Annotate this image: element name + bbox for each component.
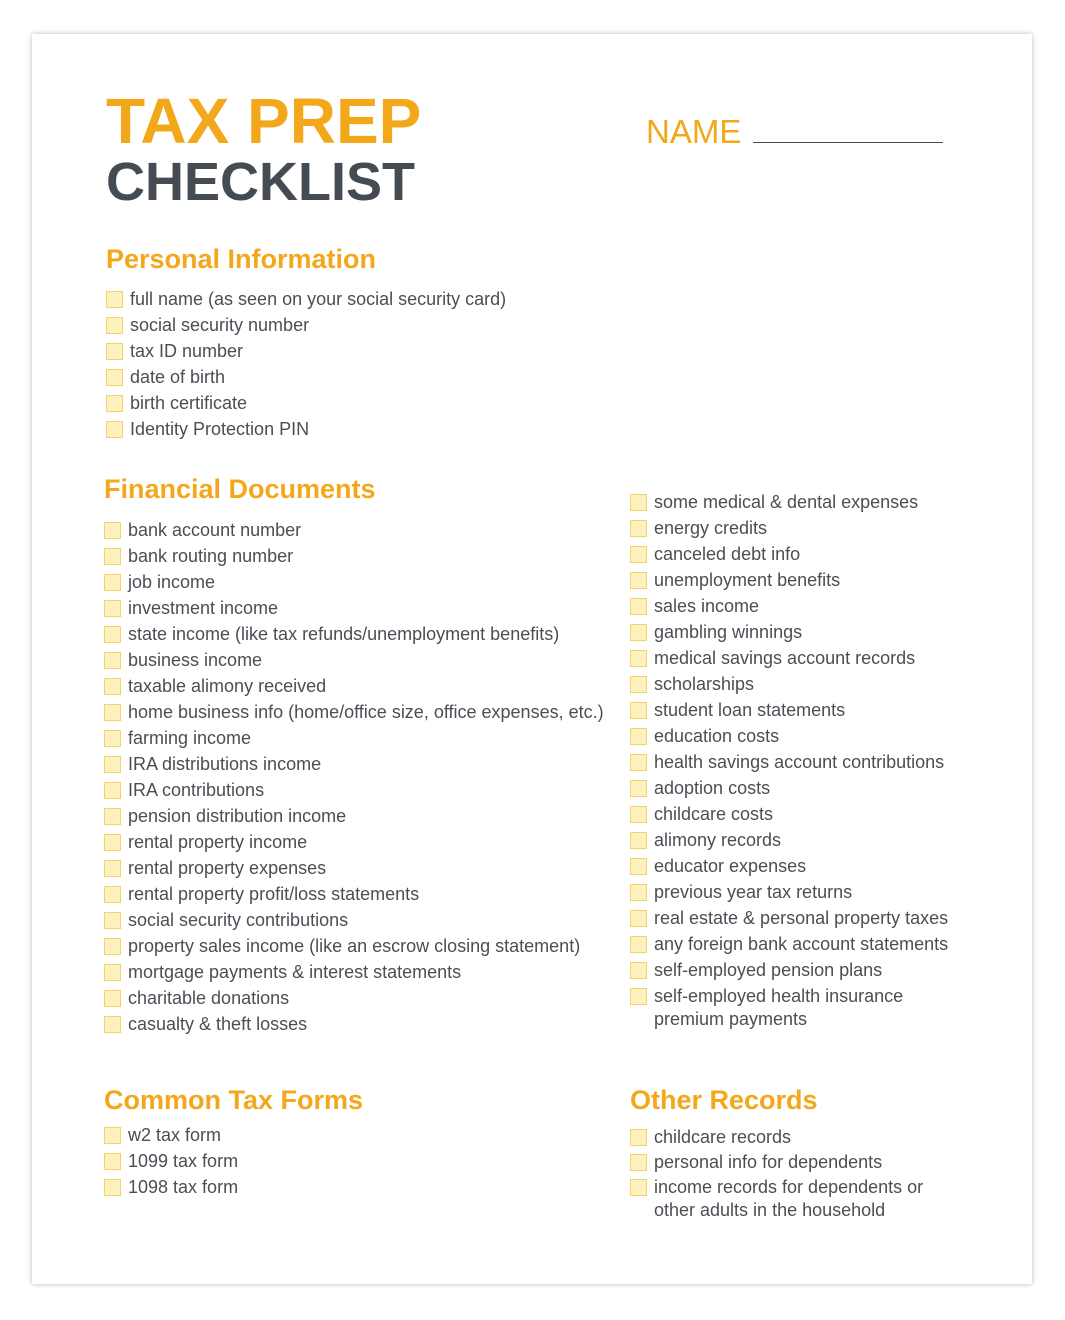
checkbox[interactable]	[104, 912, 121, 929]
checklist-item	[630, 673, 970, 696]
checkbox[interactable]	[630, 1154, 647, 1171]
checklist-item-label: health savings account contributions	[654, 752, 945, 772]
checkbox[interactable]	[630, 832, 647, 849]
checklist-item	[630, 491, 970, 514]
checkbox[interactable]	[630, 494, 647, 511]
other-records-section	[630, 1083, 950, 1224]
checkbox[interactable]	[630, 676, 647, 693]
common-tax-forms-section	[104, 1083, 363, 1202]
checkbox[interactable]	[106, 343, 123, 360]
checklist-item-label: bank account number	[128, 520, 302, 540]
common-tax-forms-heading: Common Tax Forms	[104, 1085, 364, 1115]
checklist-item	[104, 649, 604, 672]
checklist-item-label: personal info for dependents	[654, 1152, 883, 1172]
checklist-item-label: adoption costs	[654, 778, 771, 798]
checkbox[interactable]	[630, 884, 647, 901]
checklist-item-label: IRA distributions income	[128, 754, 322, 774]
checkbox[interactable]	[630, 624, 647, 641]
checklist-item	[104, 831, 604, 854]
checklist-item-label: mortgage payments & interest statements	[128, 962, 462, 982]
checklist-item-label: tax ID number	[130, 341, 244, 361]
checklist-item	[630, 1126, 950, 1149]
checklist-item-label: some medical & dental expenses	[654, 492, 919, 512]
checkbox[interactable]	[106, 317, 123, 334]
checklist-item	[630, 803, 970, 826]
name-blank-line[interactable]	[753, 142, 943, 143]
checkbox[interactable]	[106, 291, 123, 308]
checklist-item	[106, 418, 506, 441]
checklist-item	[104, 1013, 604, 1036]
checklist-item-label: casualty & theft losses	[128, 1014, 308, 1034]
checklist-item-label: w2 tax form	[128, 1125, 222, 1145]
checkbox[interactable]	[630, 650, 647, 667]
checkbox[interactable]	[630, 572, 647, 589]
checklist-item-label: alimony records	[654, 830, 782, 850]
financial-documents-section	[104, 472, 604, 1039]
checklist-item-label: 1099 tax form	[128, 1151, 239, 1171]
checklist-item-label: medical savings account records	[654, 648, 916, 668]
checklist-item	[630, 933, 970, 956]
checklist-item-label: any foreign bank account statements	[654, 934, 949, 954]
checklist-item	[104, 857, 604, 880]
checklist-item	[104, 883, 604, 906]
personal-information-section	[106, 242, 506, 444]
checklist-item	[104, 1150, 363, 1173]
checkbox[interactable]	[104, 522, 121, 539]
checkbox[interactable]	[104, 938, 121, 955]
checkbox[interactable]	[630, 962, 647, 979]
checklist-item-label: social security number	[130, 315, 310, 335]
checklist-item-label: canceled debt info	[654, 544, 801, 564]
checklist-item-label: home business info (home/office size, office expenses, etc.)	[128, 702, 604, 722]
checklist-item	[630, 881, 970, 904]
checklist-item	[106, 314, 506, 337]
title-line-1: TAX PREP	[106, 85, 422, 157]
checklist-item-label: energy credits	[654, 518, 768, 538]
common-tax-forms-list	[104, 1124, 363, 1199]
checklist-item	[630, 829, 970, 852]
checklist-item-label: investment income	[128, 598, 279, 618]
checklist-item-label: rental property profit/loss statements	[128, 884, 420, 904]
checklist-item	[104, 701, 604, 724]
checkbox[interactable]	[104, 678, 121, 695]
checklist-item-label: job income	[128, 572, 216, 592]
checkbox[interactable]	[104, 860, 121, 877]
checkbox[interactable]	[630, 780, 647, 797]
checkbox[interactable]	[104, 626, 121, 643]
checklist-item-label: educator expenses	[654, 856, 807, 876]
checklist-item-label: gambling winnings	[654, 622, 803, 642]
checklist-item-label: real estate & personal property taxes	[654, 908, 949, 928]
checklist-item	[106, 340, 506, 363]
checklist-item	[106, 288, 506, 311]
checklist-item-label: sales income	[654, 596, 760, 616]
checklist-item	[630, 647, 970, 670]
checklist-item	[104, 805, 604, 828]
checklist-item	[104, 623, 604, 646]
checklist-item-label: full name (as seen on your social security card)	[130, 289, 507, 309]
checklist-item	[104, 909, 604, 932]
checkbox[interactable]	[104, 834, 121, 851]
checklist-item	[630, 751, 970, 774]
checklist-item	[104, 545, 604, 568]
checkbox[interactable]	[104, 1179, 121, 1196]
title-line-2: CHECKLIST	[106, 152, 415, 212]
checklist-item	[104, 727, 604, 750]
other-records-list	[630, 1126, 950, 1222]
checklist-item-label: social security contributions	[128, 910, 349, 930]
checklist-item-label: self-employed health insurance premium payments	[654, 986, 904, 1029]
checkbox[interactable]	[104, 1127, 121, 1144]
checkbox[interactable]	[630, 936, 647, 953]
page-title	[106, 85, 422, 212]
checklist-item	[630, 725, 970, 748]
checkbox[interactable]	[104, 1016, 121, 1033]
checkbox[interactable]	[630, 546, 647, 563]
financial-documents-heading: Financial Documents	[104, 474, 376, 504]
checklist-item	[104, 779, 604, 802]
checkbox[interactable]	[104, 756, 121, 773]
checkbox[interactable]	[630, 1129, 647, 1146]
checkbox[interactable]	[630, 806, 647, 823]
checkbox[interactable]	[104, 964, 121, 981]
checklist-item-label: charitable donations	[128, 988, 290, 1008]
checkbox[interactable]	[630, 754, 647, 771]
checkbox[interactable]	[630, 910, 647, 927]
checklist-item	[630, 595, 970, 618]
checklist-item	[104, 935, 604, 958]
checklist-item	[630, 699, 970, 722]
checkbox[interactable]	[106, 395, 123, 412]
checkbox[interactable]	[104, 1153, 121, 1170]
checklist-item-label: unemployment benefits	[654, 570, 841, 590]
checklist-item	[630, 985, 970, 1031]
checklist-item-label: student loan statements	[654, 700, 846, 720]
checkbox[interactable]	[104, 652, 121, 669]
checklist-item	[104, 1124, 363, 1147]
checklist-item	[106, 366, 506, 389]
checklist-item	[630, 543, 970, 566]
checklist-item	[630, 777, 970, 800]
checkbox[interactable]	[104, 730, 121, 747]
checklist-item-label: education costs	[654, 726, 780, 746]
checklist-item-label: date of birth	[130, 367, 226, 387]
checkbox[interactable]	[104, 548, 121, 565]
checklist-item	[104, 675, 604, 698]
financial-documents-list-left	[104, 519, 604, 1036]
checklist-item-label: bank routing number	[128, 546, 294, 566]
checklist-item-label: income records for dependents or other adults in the household	[654, 1177, 924, 1220]
checkbox[interactable]	[104, 704, 121, 721]
checklist-item-label: rental property expenses	[128, 858, 327, 878]
checklist-item-label: pension distribution income	[128, 806, 347, 826]
checklist-item	[630, 855, 970, 878]
checkbox[interactable]	[104, 886, 121, 903]
checklist-item-label: childcare records	[654, 1127, 792, 1147]
checkbox[interactable]	[104, 600, 121, 617]
checkbox[interactable]	[630, 858, 647, 875]
checklist-item	[630, 621, 970, 644]
checkbox[interactable]	[630, 1179, 647, 1196]
checklist-item	[104, 571, 604, 594]
checklist-item	[630, 959, 970, 982]
checklist-item-label: business income	[128, 650, 263, 670]
checklist-item	[630, 907, 970, 930]
other-records-heading: Other Records	[630, 1085, 818, 1115]
personal-information-heading: Personal Information	[106, 244, 377, 274]
checklist-item-label: taxable alimony received	[128, 676, 327, 696]
checklist-item-label: childcare costs	[654, 804, 774, 824]
checkbox[interactable]	[106, 421, 123, 438]
checkbox[interactable]	[630, 988, 647, 1005]
checkbox[interactable]	[630, 598, 647, 615]
checklist-item	[104, 519, 604, 542]
personal-information-list	[106, 288, 506, 441]
checklist-item	[104, 753, 604, 776]
checkbox[interactable]	[104, 808, 121, 825]
checklist-item	[104, 987, 604, 1010]
checkbox[interactable]	[104, 574, 121, 591]
checklist-item	[104, 597, 604, 620]
checklist-item-label: birth certificate	[130, 393, 248, 413]
checkbox[interactable]	[104, 990, 121, 1007]
checkbox[interactable]	[630, 702, 647, 719]
checklist-item	[104, 961, 604, 984]
checkbox[interactable]	[106, 369, 123, 386]
checklist-item	[630, 1176, 950, 1222]
checkbox[interactable]	[630, 728, 647, 745]
checklist-item-label: farming income	[128, 728, 252, 748]
checklist-item-label: 1098 tax form	[128, 1177, 239, 1197]
name-field	[646, 112, 943, 152]
checklist-item	[104, 1176, 363, 1199]
checklist-item-label: scholarships	[654, 674, 755, 694]
name-label: NAME	[646, 113, 742, 150]
checklist-item-label: property sales income (like an escrow closing statement)	[128, 936, 581, 956]
checklist-item	[630, 569, 970, 592]
checklist-item	[106, 392, 506, 415]
checklist-item-label: state income (like tax refunds/unemployment benefits)	[128, 624, 560, 644]
checklist-item-label: previous year tax returns	[654, 882, 853, 902]
checklist-item-label: Identity Protection PIN	[130, 419, 310, 439]
checklist-item	[630, 1151, 950, 1174]
checkbox[interactable]	[630, 520, 647, 537]
checklist-item-label: rental property income	[128, 832, 308, 852]
financial-documents-right-column	[630, 491, 970, 1034]
checklist-item-label: self-employed pension plans	[654, 960, 883, 980]
financial-documents-list-right	[630, 491, 970, 1031]
checklist-item-label: IRA contributions	[128, 780, 265, 800]
checkbox[interactable]	[104, 782, 121, 799]
checklist-item	[630, 517, 970, 540]
